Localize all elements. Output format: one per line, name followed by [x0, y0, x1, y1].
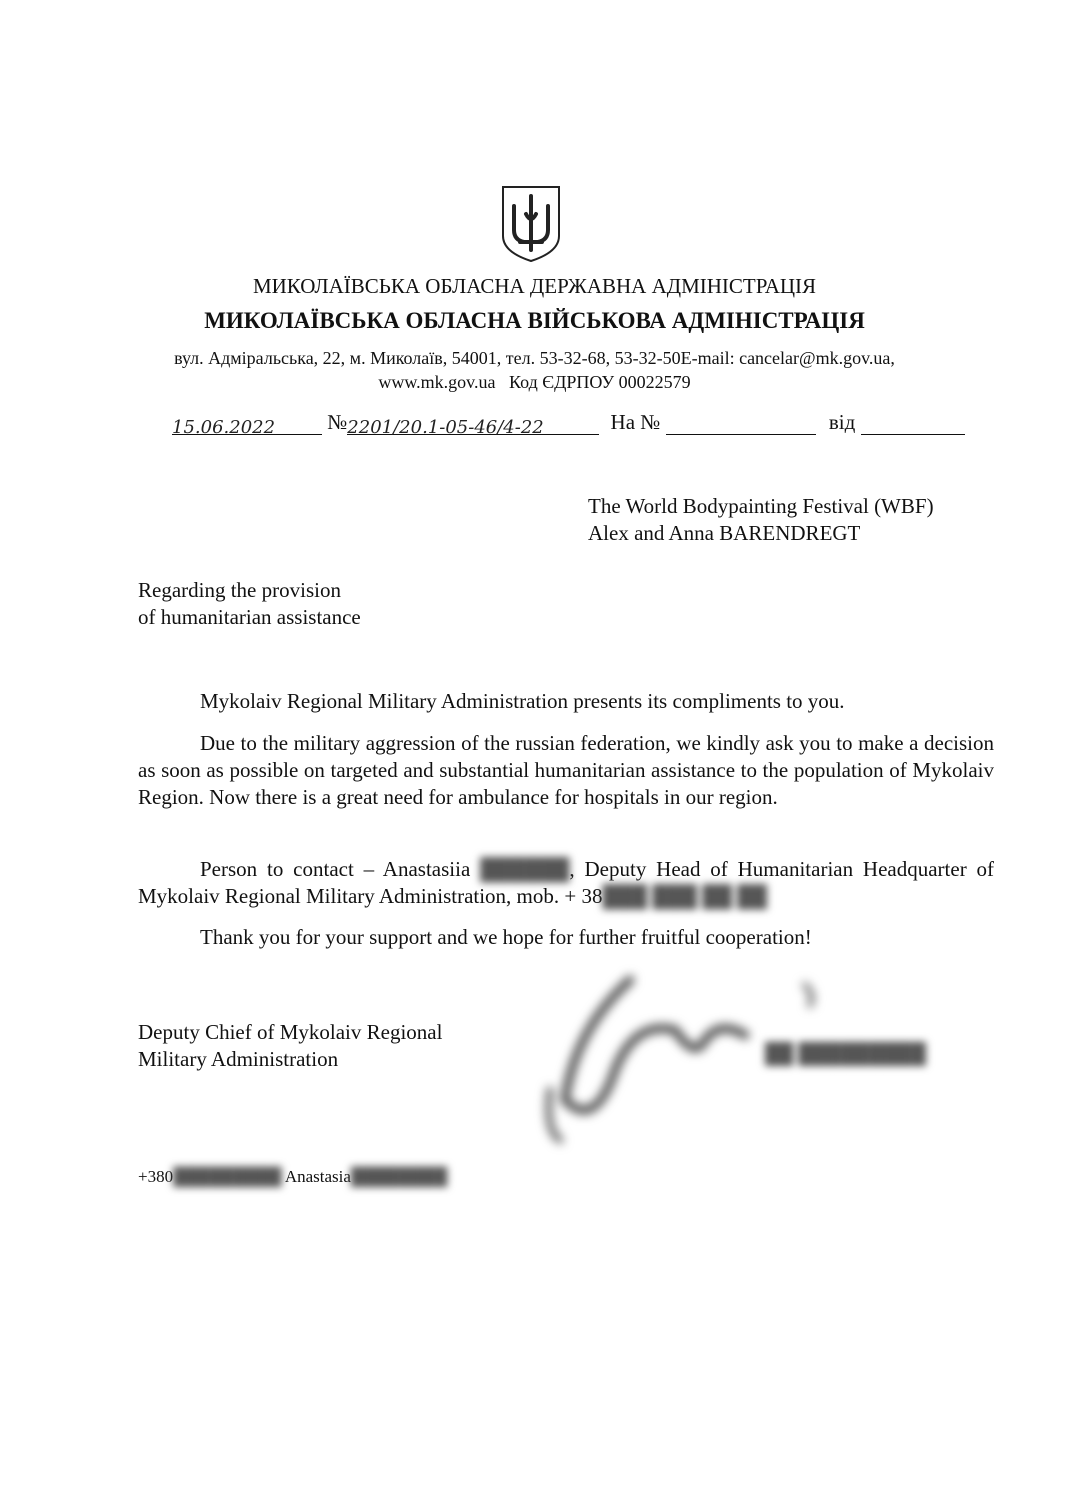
footer-phone-prefix: +380 — [138, 1167, 174, 1186]
number-label: № — [327, 410, 348, 434]
paragraph-thanks: Thank you for your support and we hope for further fruitful cooperation! — [200, 925, 812, 949]
coat-of-arms-icon — [500, 184, 562, 264]
footer-contact — [138, 1167, 447, 1187]
subject-line: Regarding the provision — [138, 578, 341, 602]
contact-role: Deputy Head of Humanitarian Headquarter of Mykolaiv Regional Military Administration, mob. + 38 — [138, 857, 995, 908]
contact-intro: Person to contact – Anastasiia — [200, 857, 471, 881]
paragraph-compliments: Mykolaiv Regional Military Administration presents its compliments to you. — [200, 689, 845, 713]
redacted-footer-surname: ████████ — [350, 1167, 448, 1186]
subject — [138, 577, 361, 631]
from-label: від — [828, 410, 856, 434]
recipient-org: The World Bodypainting Festival (WBF) — [588, 494, 934, 518]
reference-line — [172, 410, 965, 438]
reply-number-blank — [666, 414, 816, 435]
reply-label: На № — [610, 410, 661, 434]
redacted-footer-phone: █████████ — [173, 1167, 282, 1186]
recipient — [588, 493, 934, 547]
redacted-signatory-name: ██ █████████ — [765, 1043, 926, 1065]
paragraph-request: Due to the military aggression of the russian federation, we kindly ask you to make a decision as soon as possible on targeted and substantial humanitarian assistance to the population of Mykolaiv Region. Now there is a great need for ambulance for hospitals in our region. — [138, 731, 994, 809]
redacted-surname: ██████ — [480, 857, 570, 881]
redacted-phone: ███ ███ ██ ██ — [602, 884, 768, 908]
footer-contact-name: Anastasia — [284, 1167, 351, 1186]
signatory-title: Deputy Chief of Mykolaiv Regional Military Administration — [138, 1020, 443, 1071]
recipient-names: Alex and Anna BARENDREGT — [588, 521, 861, 545]
org-name-military-admin: МИКОЛАЇВСЬКА ОБЛАСНА ВІЙСЬКОВА АДМІНІСТРАЦІЯ — [204, 308, 865, 333]
org-website-code: www.mk.gov.ua Код ЄДРПОУ 00022579 — [378, 372, 691, 392]
org-name-state-admin: МИКОЛАЇВСЬКА ОБЛАСНА ДЕРЖАВНА АДМІНІСТРАЦІЯ — [252, 274, 817, 298]
org-address: вул. Адміральська, 22, м. Миколаїв, 54001, тел. 53-32-68, 53-32-50E-mail: cancelar@mk.gov.ua, — [174, 348, 895, 368]
handwritten-date: 15.06.2022 — [172, 417, 276, 438]
handwritten-number: 2201/20.1-05-46/4-22 — [347, 417, 544, 438]
from-date-blank — [861, 414, 965, 435]
paragraph-contact: Person to contact – Anastasiia ██████, Deputy Head of Humanitarian Headquarter of Mykolaiv Regional Military Administration, mob. + 38███ ███ ██ ██ — [138, 857, 995, 908]
subject-line: of humanitarian assistance — [138, 605, 361, 629]
